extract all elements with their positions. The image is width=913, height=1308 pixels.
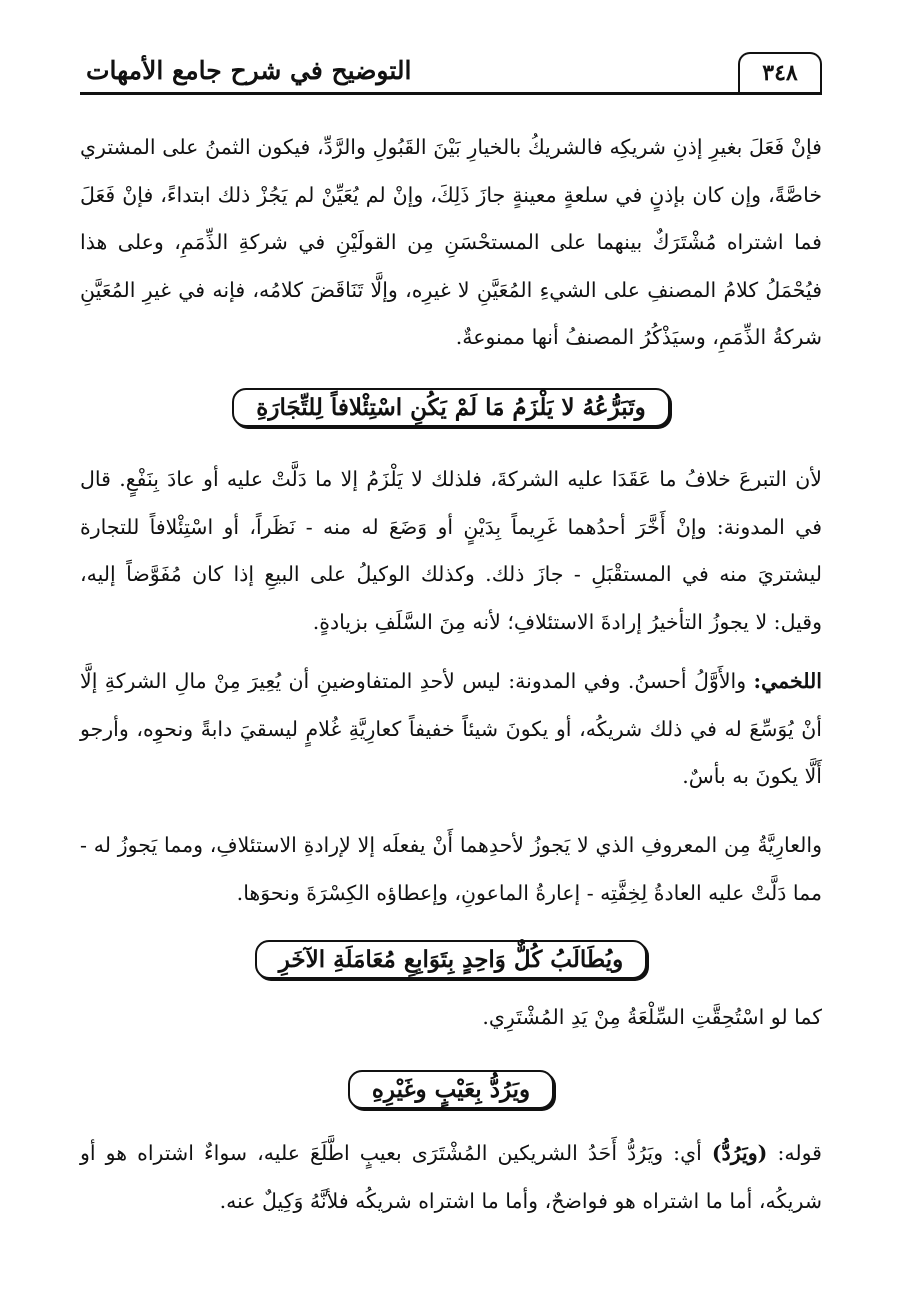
- paragraph-4: [80, 822, 822, 917]
- paragraph-6-text: [80, 1130, 822, 1225]
- running-header: [80, 50, 822, 96]
- header-rule: [80, 92, 822, 95]
- paragraph-3: [80, 658, 822, 801]
- paragraph-6-body: أي: ويَرُدُّ أَحَدُ الشريكين المُشْتَرَى بعيبٍ اطَّلَعَ عليه، سواءٌ اشتراه هو أو شريكُه، أما ما اشتراه هو فواضحٌ، وأما ما اشتراه شريكُه فلأنَّهُ وَكِيلٌ عنه.: [80, 1141, 822, 1213]
- lakhmi-label: اللخمي:: [753, 669, 822, 693]
- paragraph-5-text: كما لو اسْتُحِقَّتِ السِّلْعَةُ مِنْ يَدِ المُشْتَرِي.: [482, 1005, 822, 1029]
- paragraph-2-text: لأن التبرعَ خلافُ ما عَقَدَا عليه الشركةَ، فلذلك لا يَلْزَمُ إلا ما دَلَّتْ عليه أو عادَ بِنَفْعٍ. قال في المدونة: وإنْ أَخَّرَ أحدُهما غَرِيماً بِدَيْنٍ أو وَضَعَ له منه - نَظَراً، أو اسْتِئْلافاً للتجارة ليشتريَ منه في المستقْبَلِ - جازَ ذلك. وكذلك الوكيلُ على البيعِ إذا كان مُفَوَّضاً إليه، وقيل: لا يجوزُ التأخيرُ إرادةَ الاستئلافِ؛ لأنه مِنَ السَّلَفِ بزيادةٍ.: [80, 467, 822, 634]
- paragraph-2: [80, 456, 822, 646]
- quoted-term: (ويَرُدُّ): [711, 1141, 768, 1165]
- heading-2-wrap: [80, 940, 822, 979]
- page-number: ٣٤٨: [762, 60, 798, 86]
- paragraph-3-body: والأَوَّلُ أحسنُ. وفي المدونة: ليس لأحدِ المتفاوضينِ أن يُعِيرَ مِنْ مالِ الشركةِ إلَّا أنْ يُوَسِّعَ له في ذلك شريكُه، أو يكونَ شيئاً خفيفاً كعارِيَّةِ غُلامٍ ليسقيَ دابةً ونحوِه، وأرجو أَلَّا يكونَ به بأسٌ.: [80, 669, 822, 788]
- section-heading-1: وتَبَرُّعُهُ لا يَلْزَمُ مَا لَمْ يَكُنِ اسْتِئْلافاً لِلتِّجَارَةِ: [232, 388, 669, 427]
- section-heading-2: ويُطَالَبُ كُلٌّ وَاحِدٍ بِتَوَابِعِ مُعَامَلَةِ الآخَرِ: [255, 940, 648, 979]
- paragraph-6: [80, 1130, 822, 1225]
- heading-1-wrap: [80, 388, 822, 427]
- paragraph-5: [80, 994, 822, 1042]
- heading-3-wrap: [80, 1070, 822, 1109]
- page-number-box: [738, 52, 822, 92]
- book-title: التوضيح في شرح جامع الأمهات: [86, 56, 412, 85]
- section-heading-3: ويَرُدُّ بِعَيْبٍ وغَيْرِهِ: [348, 1070, 554, 1109]
- paragraph-3-text: [80, 658, 822, 801]
- paragraph-1-text: فإنْ فَعَلَ بغيرِ إذنِ شريكِه فالشريكُ بالخيارِ بَيْنَ القَبُولِ والرَّدِّ، فيكون الثمنُ على المشتري خاصَّةً، وإن كان بإذنٍ في سلعةٍ معينةٍ جازَ ذَلِكَ، وإنْ لم يُعَيِّنْ لم يَجُزْ ذلك ابتداءً، فإنْ فَعَلَ فما اشتراه مُشْتَرَكٌ بينهما على المستحْسَنِ مِن القولَيْنِ في شركةِ الذِّمَمِ، وعلى هذا فيُحْمَلُ كلامُ المصنفِ على الشيءِ المُعَيَّنِ لا غيرِه، وإلَّا تَنَاقَضَ كلامُه، فإنه في غيرِ المُعَيَّنِ شركةُ الذِّمَمِ، وسيَذْكُرُ المصنفُ أنها ممنوعةٌ.: [80, 135, 822, 349]
- paragraph-6-prefix: قوله:: [777, 1141, 822, 1165]
- paragraph-1: [80, 124, 822, 362]
- paragraph-4-text: والعارِيَّةُ مِن المعروفِ الذي لا يَجوزُ لأحدِهما أَنْ يفعلَه إلا لإرادةِ الاستئلافِ، ومما يَجوزُ له - مما دَلَّتْ عليه العادةُ لِخِفَّتِه - إعارةُ الماعونِ، وإعطاؤه الكِسْرَةَ ونحوَها.: [80, 833, 822, 905]
